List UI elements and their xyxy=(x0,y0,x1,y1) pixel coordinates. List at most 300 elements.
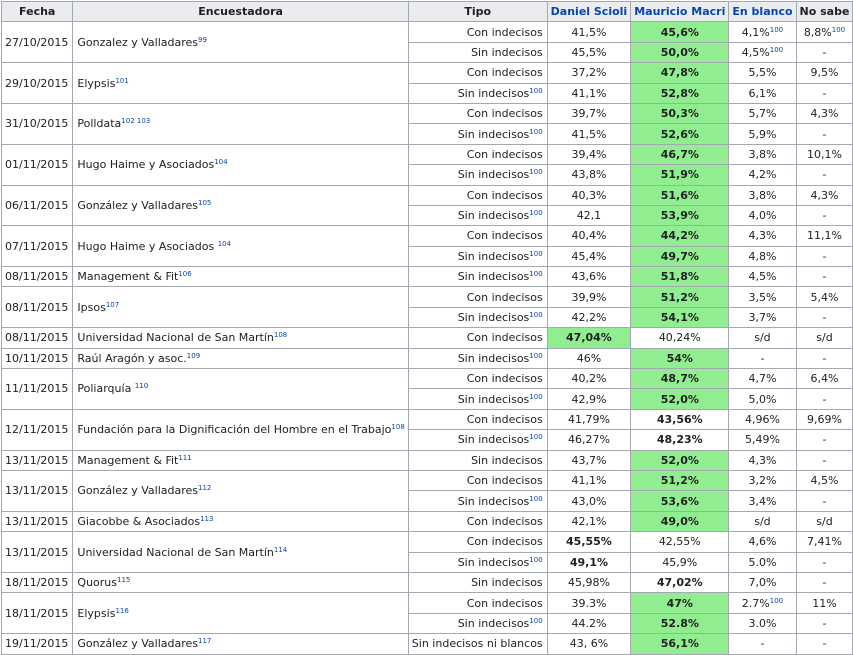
pollster-ref-link[interactable]: 108 xyxy=(273,331,288,340)
tipo-ref-link[interactable]: 100 xyxy=(529,86,543,95)
pollster-ref-link[interactable]: 115 xyxy=(117,576,131,585)
no-sabe-value: - xyxy=(822,576,827,590)
tipo-label: Sin indecisos xyxy=(457,127,530,141)
tipo-cell xyxy=(408,572,547,592)
pollster-ref-link[interactable]: 106 xyxy=(178,270,192,279)
tipo-cell xyxy=(408,267,547,287)
tipo-label: Sin indecisos xyxy=(457,249,530,263)
en-blanco-cell xyxy=(729,226,796,246)
pollster-name: Ipsos xyxy=(77,300,106,314)
en-blanco-value: 4,2% xyxy=(748,168,777,182)
scioli-value: 43,7% xyxy=(547,450,631,470)
date-cell: 18/11/2015 xyxy=(2,593,73,634)
pollster-ref-link[interactable]: 112 xyxy=(198,484,212,493)
tipo-cell xyxy=(408,470,547,490)
scioli-value: 41,5% xyxy=(547,22,631,42)
no-sabe-cell xyxy=(796,103,853,123)
pollster-ref-link[interactable]: 109 xyxy=(186,351,201,360)
tipo-cell xyxy=(408,226,547,246)
pollster-cell xyxy=(73,226,408,267)
no-sabe-cell xyxy=(796,287,853,307)
no-sabe-value: - xyxy=(822,168,827,182)
macri-value: 48,7% xyxy=(631,369,729,389)
no-sabe-cell xyxy=(796,389,853,409)
en-blanco-value: 4,1% xyxy=(741,25,770,39)
no-sabe-cell xyxy=(796,185,853,205)
table-row xyxy=(2,287,853,307)
tipo-cell xyxy=(408,287,547,307)
no-sabe-value: - xyxy=(822,453,827,467)
date-cell: 29/10/2015 xyxy=(2,63,73,104)
en-blanco-value: 5.0% xyxy=(748,555,777,569)
en-blanco-value: 4,5% xyxy=(741,45,770,59)
en-blanco-value: s/d xyxy=(754,514,771,528)
tipo-ref-link[interactable]: 100 xyxy=(529,433,543,442)
en-blanco-value: 4,3% xyxy=(748,453,777,467)
en-blanco-cell xyxy=(729,165,796,185)
no-sabe-cell xyxy=(796,246,853,266)
no-sabe-value: - xyxy=(822,311,827,325)
tipo-label: Sin indecisos xyxy=(457,209,530,223)
pollster-name: Poliarquía xyxy=(77,382,135,396)
no-sabe-cell xyxy=(796,552,853,572)
tipo-label: Sin indecisos xyxy=(457,168,530,182)
header-macri-link[interactable]: Mauricio Macri xyxy=(631,2,729,22)
blanco-ref-link[interactable]: 100 xyxy=(769,25,784,34)
scioli-value: 40,4% xyxy=(547,226,631,246)
pollster-cell xyxy=(73,348,408,368)
tipo-cell xyxy=(408,593,547,613)
en-blanco-value: 2.7% xyxy=(741,596,770,610)
no-sabe-value: 11,1% xyxy=(807,229,842,243)
macri-value: 42,55% xyxy=(631,532,729,552)
pollster-cell xyxy=(73,532,408,573)
tipo-ref-link[interactable]: 100 xyxy=(529,168,543,177)
no-sabe-cell xyxy=(796,165,853,185)
date-cell: 08/11/2015 xyxy=(2,328,73,348)
scioli-value: 46% xyxy=(547,348,631,368)
no-sabe-value: s/d xyxy=(816,331,833,345)
tipo-cell xyxy=(408,124,547,144)
tipo-ref-link[interactable]: 100 xyxy=(529,270,543,279)
no-sabe-cell xyxy=(796,430,853,450)
table-row xyxy=(2,328,853,348)
table-row xyxy=(2,593,853,613)
en-blanco-cell xyxy=(729,348,796,368)
scioli-value: 43,6% xyxy=(547,267,631,287)
no-sabe-value: 7,41% xyxy=(807,535,842,549)
scioli-value: 45,5% xyxy=(547,42,631,62)
tipo-cell xyxy=(408,165,547,185)
pollster-cell xyxy=(73,572,408,592)
no-sabe-value: - xyxy=(822,351,827,365)
en-blanco-value: 5,9% xyxy=(748,127,777,141)
en-blanco-cell xyxy=(729,491,796,511)
scioli-value: 39,9% xyxy=(547,287,631,307)
en-blanco-cell xyxy=(729,83,796,103)
no-sabe-value: - xyxy=(822,616,827,630)
pollster-name: Gonzalez y Valladares xyxy=(77,35,199,49)
table-row xyxy=(2,532,853,552)
tipo-label: Con indecisos xyxy=(466,535,543,549)
en-blanco-cell xyxy=(729,450,796,470)
en-blanco-value: 5,5% xyxy=(748,66,777,80)
macri-value: 52,6% xyxy=(631,124,729,144)
pollster-ref-link[interactable]: 104 xyxy=(217,239,232,248)
no-sabe-cell xyxy=(796,532,853,552)
tipo-cell xyxy=(408,409,547,429)
en-blanco-value: 3,8% xyxy=(748,147,777,161)
tipo-ref-link[interactable]: 100 xyxy=(529,127,543,136)
pollster-name: Elypsis xyxy=(77,606,116,620)
macri-value: 47,8% xyxy=(631,63,729,83)
no-sabe-cell xyxy=(796,267,853,287)
en-blanco-cell xyxy=(729,22,796,42)
no-sabe-cell xyxy=(796,124,853,144)
tipo-ref-link[interactable]: 100 xyxy=(529,392,543,401)
table-row xyxy=(2,22,853,42)
no-sabe-value: 8,8% xyxy=(803,25,832,39)
no-sabe-value: 11% xyxy=(812,596,837,610)
pollster-ref-link[interactable]: 110 xyxy=(134,382,149,391)
en-blanco-value: - xyxy=(760,351,765,365)
no-sabe-value: - xyxy=(822,637,827,651)
tipo-ref-link[interactable]: 100 xyxy=(529,311,543,320)
no-sabe-value: 4,5% xyxy=(810,474,839,488)
pollster-name: Hugo Haime y Asociados xyxy=(77,239,218,253)
tipo-cell xyxy=(408,63,547,83)
en-blanco-value: 4,3% xyxy=(748,229,777,243)
no-sabe-value: 9,5% xyxy=(810,66,839,80)
scioli-value: 43,8% xyxy=(547,165,631,185)
en-blanco-value: 4,7% xyxy=(748,372,777,386)
no-sabe-cell xyxy=(796,144,853,164)
table-row xyxy=(2,103,853,123)
pollster-ref-link[interactable]: 113 xyxy=(200,514,214,523)
tipo-label: Sin indecisos xyxy=(457,555,530,569)
macri-value: 53,6% xyxy=(631,491,729,511)
scioli-value: 46,27% xyxy=(547,430,631,450)
tipo-ref-link[interactable]: 100 xyxy=(529,249,543,258)
scioli-value: 40,3% xyxy=(547,185,631,205)
en-blanco-cell xyxy=(729,593,796,613)
blanco-ref-link[interactable]: 100 xyxy=(769,596,784,605)
pollster-name: Polldata xyxy=(77,117,122,131)
macri-value: 56,1% xyxy=(631,634,729,654)
en-blanco-cell xyxy=(729,430,796,450)
en-blanco-cell xyxy=(729,103,796,123)
no-sabe-value: - xyxy=(822,127,827,141)
pollster-cell xyxy=(73,287,408,328)
tipo-cell xyxy=(408,185,547,205)
macri-value: 53,9% xyxy=(631,205,729,225)
tipo-label: Con indecisos xyxy=(466,25,543,39)
tipo-cell xyxy=(408,430,547,450)
pollster-name: Hugo Haime y Asociados xyxy=(77,158,215,172)
no-sabe-value: - xyxy=(822,45,827,59)
en-blanco-value: 4,96% xyxy=(744,413,780,426)
en-blanco-cell xyxy=(729,267,796,287)
macri-value: 43,56% xyxy=(631,409,729,429)
pollster-ref-link[interactable]: 102 103 xyxy=(121,117,151,126)
table-row xyxy=(2,185,853,205)
tipo-cell xyxy=(408,328,547,348)
en-blanco-cell xyxy=(729,470,796,490)
no-sabe-value: 5,4% xyxy=(810,290,839,304)
header-scioli-link[interactable]: Daniel Scioli xyxy=(547,2,631,22)
table-row xyxy=(2,348,853,368)
tipo-label: Sin indecisos xyxy=(457,270,530,284)
tipo-label: Sin indecisos xyxy=(471,45,543,59)
tipo-label: Con indecisos xyxy=(466,147,543,161)
table-body xyxy=(2,22,853,654)
tipo-cell xyxy=(408,511,547,531)
en-blanco-value: - xyxy=(760,637,765,651)
pollster-cell xyxy=(73,409,408,450)
pollster-cell xyxy=(73,185,408,226)
macri-value: 45,6% xyxy=(631,22,729,42)
table-row xyxy=(2,226,853,246)
date-cell: 19/11/2015 xyxy=(2,634,73,654)
tipo-label: Con indecisos xyxy=(466,107,543,121)
en-blanco-cell xyxy=(729,205,796,225)
tipo-label: Sin indecisos xyxy=(457,351,530,365)
tipo-cell xyxy=(408,348,547,368)
en-blanco-cell xyxy=(729,532,796,552)
tipo-label: Con indecisos xyxy=(466,596,543,610)
no-sabe-cell xyxy=(796,634,853,654)
no-sabe-cell xyxy=(796,63,853,83)
en-blanco-value: 3,5% xyxy=(748,290,777,304)
tipo-label: Sin indecisos xyxy=(457,433,530,447)
nosabe-ref-link[interactable]: 100 xyxy=(831,25,846,34)
en-blanco-cell xyxy=(729,389,796,409)
no-sabe-value: 9,69% xyxy=(807,413,842,426)
macri-value: 49,0% xyxy=(631,511,729,531)
no-sabe-value: - xyxy=(822,86,827,100)
en-blanco-cell xyxy=(729,328,796,348)
date-cell: 11/11/2015 xyxy=(2,369,73,410)
en-blanco-value: 3,8% xyxy=(748,188,777,202)
header-no-sabe: No sabe xyxy=(796,2,853,22)
no-sabe-cell xyxy=(796,226,853,246)
en-blanco-cell xyxy=(729,307,796,327)
header-fecha: Fecha xyxy=(2,2,73,22)
tipo-cell xyxy=(408,491,547,511)
scioli-value: 41,1% xyxy=(547,470,631,490)
date-cell: 10/11/2015 xyxy=(2,348,73,368)
pollster-cell xyxy=(73,144,408,185)
no-sabe-cell xyxy=(796,83,853,103)
tipo-ref-link[interactable]: 100 xyxy=(529,494,543,503)
header-encuestadora: Encuestadora xyxy=(73,2,408,22)
en-blanco-cell xyxy=(729,409,796,429)
en-blanco-value: 3,4% xyxy=(748,494,777,508)
en-blanco-value: 5,49% xyxy=(744,433,780,447)
tipo-label: Con indecisos xyxy=(466,229,543,243)
date-cell: 13/11/2015 xyxy=(2,470,73,511)
tipo-label: Con indecisos xyxy=(466,290,543,304)
tipo-ref-link[interactable]: 100 xyxy=(529,351,543,360)
pollster-ref-link[interactable]: 108 xyxy=(391,423,405,432)
date-cell: 13/11/2015 xyxy=(2,511,73,531)
scioli-value: 45,4% xyxy=(547,246,631,266)
no-sabe-value: - xyxy=(822,392,827,406)
tipo-cell xyxy=(408,389,547,409)
pollster-ref-link[interactable]: 101 xyxy=(115,76,129,85)
en-blanco-cell xyxy=(729,552,796,572)
en-blanco-value: 6,1% xyxy=(748,86,777,100)
pollster-name: Universidad Nacional de San Martín xyxy=(77,331,274,345)
tipo-label: Con indecisos xyxy=(466,188,543,202)
no-sabe-cell xyxy=(796,307,853,327)
scioli-value: 39,4% xyxy=(547,144,631,164)
pollster-ref-link[interactable]: 117 xyxy=(198,637,212,646)
pollster-name: González y Valladares xyxy=(77,484,199,498)
tipo-label: Con indecisos xyxy=(466,372,543,386)
scioli-value: 47,04% xyxy=(547,328,631,348)
tipo-ref-link[interactable]: 100 xyxy=(529,555,543,564)
macri-value: 48,23% xyxy=(631,430,729,450)
pollster-cell xyxy=(73,634,408,654)
scioli-value: 43, 6% xyxy=(547,634,631,654)
no-sabe-cell xyxy=(796,328,853,348)
tipo-label: Sin indecisos xyxy=(471,453,543,467)
en-blanco-cell xyxy=(729,613,796,633)
no-sabe-cell xyxy=(796,491,853,511)
date-cell: 01/11/2015 xyxy=(2,144,73,185)
tipo-label: Con indecisos xyxy=(466,514,543,528)
en-blanco-cell xyxy=(729,369,796,389)
en-blanco-value: 4,5% xyxy=(748,270,777,284)
pollster-cell xyxy=(73,267,408,287)
tipo-cell xyxy=(408,144,547,164)
table-row xyxy=(2,572,853,592)
date-cell: 06/11/2015 xyxy=(2,185,73,226)
header-en-blanco-link[interactable]: En blanco xyxy=(729,2,796,22)
pollster-ref-link[interactable]: 104 xyxy=(214,158,228,167)
pollster-cell xyxy=(73,450,408,470)
pollster-ref-link[interactable]: 99 xyxy=(198,35,207,44)
polls-table xyxy=(1,1,853,655)
pollster-ref-link[interactable]: 114 xyxy=(273,545,288,554)
scioli-value: 41,79% xyxy=(547,409,631,429)
macri-value: 44,2% xyxy=(631,226,729,246)
scioli-value: 42,1 xyxy=(547,205,631,225)
pollster-name: Management & Fit xyxy=(77,453,179,467)
macri-value: 50,0% xyxy=(631,42,729,62)
macri-value: 46,7% xyxy=(631,144,729,164)
pollster-cell xyxy=(73,511,408,531)
scioli-value: 42,2% xyxy=(547,307,631,327)
no-sabe-cell xyxy=(796,613,853,633)
header-row xyxy=(2,2,853,22)
no-sabe-value: 6,4% xyxy=(810,372,839,386)
tipo-ref-link[interactable]: 100 xyxy=(529,616,543,625)
pollster-cell xyxy=(73,328,408,348)
tipo-label: Con indecisos xyxy=(466,66,543,80)
tipo-cell xyxy=(408,246,547,266)
en-blanco-cell xyxy=(729,124,796,144)
date-cell: 27/10/2015 xyxy=(2,22,73,63)
en-blanco-cell xyxy=(729,287,796,307)
pollster-name: Universidad Nacional de San Martín xyxy=(77,545,274,559)
en-blanco-cell xyxy=(729,144,796,164)
date-cell: 31/10/2015 xyxy=(2,103,73,144)
pollster-name: Raúl Aragón y asoc. xyxy=(77,351,187,365)
en-blanco-cell xyxy=(729,572,796,592)
en-blanco-value: 3,2% xyxy=(748,474,777,488)
en-blanco-value: 5,0% xyxy=(748,392,777,406)
tipo-label: Con indecisos xyxy=(466,331,543,345)
scioli-value: 43,0% xyxy=(547,491,631,511)
pollster-ref-link[interactable]: 105 xyxy=(198,198,212,207)
tipo-ref-link[interactable]: 100 xyxy=(529,209,543,218)
date-cell: 07/11/2015 xyxy=(2,226,73,267)
table-row xyxy=(2,144,853,164)
no-sabe-cell xyxy=(796,572,853,592)
no-sabe-cell xyxy=(796,22,853,42)
pollster-cell xyxy=(73,470,408,511)
pollster-name: González y Valladares xyxy=(77,198,199,212)
macri-value: 47% xyxy=(631,593,729,613)
en-blanco-cell xyxy=(729,42,796,62)
tipo-label: Sin indecisos xyxy=(457,86,530,100)
no-sabe-cell xyxy=(796,511,853,531)
scioli-value: 41,1% xyxy=(547,83,631,103)
macri-value: 51,2% xyxy=(631,287,729,307)
macri-value: 51,9% xyxy=(631,165,729,185)
tipo-cell xyxy=(408,307,547,327)
en-blanco-value: 3,7% xyxy=(748,311,777,325)
pollster-ref-link[interactable]: 111 xyxy=(178,453,192,462)
tipo-label: Sin indecisos xyxy=(471,576,543,590)
no-sabe-cell xyxy=(796,409,853,429)
pollster-name: Quorus xyxy=(77,576,117,590)
pollster-cell xyxy=(73,593,408,634)
blanco-ref-link[interactable]: 100 xyxy=(769,45,784,54)
tipo-cell xyxy=(408,450,547,470)
no-sabe-value: - xyxy=(822,555,827,569)
scioli-value: 42,9% xyxy=(547,389,631,409)
pollster-ref-link[interactable]: 107 xyxy=(105,300,120,309)
macri-value: 47,02% xyxy=(631,572,729,592)
tipo-cell xyxy=(408,613,547,633)
tipo-cell xyxy=(408,205,547,225)
scioli-value: 45,98% xyxy=(547,572,631,592)
pollster-cell xyxy=(73,22,408,63)
macri-value: 40,24% xyxy=(631,328,729,348)
pollster-cell xyxy=(73,103,408,144)
tipo-cell xyxy=(408,369,547,389)
pollster-name: Management & Fit xyxy=(77,270,179,284)
macri-value: 52,8% xyxy=(631,83,729,103)
no-sabe-value: 4,3% xyxy=(810,188,839,202)
no-sabe-value: 10,1% xyxy=(807,147,842,161)
table-row xyxy=(2,450,853,470)
no-sabe-cell xyxy=(796,348,853,368)
tipo-cell xyxy=(408,83,547,103)
tipo-cell xyxy=(408,42,547,62)
pollster-ref-link[interactable]: 116 xyxy=(115,606,129,615)
macri-value: 51,6% xyxy=(631,185,729,205)
scioli-value: 39.3% xyxy=(547,593,631,613)
no-sabe-value: s/d xyxy=(816,514,833,528)
no-sabe-cell xyxy=(796,42,853,62)
table-row xyxy=(2,267,853,287)
pollster-cell xyxy=(73,63,408,104)
en-blanco-cell xyxy=(729,634,796,654)
